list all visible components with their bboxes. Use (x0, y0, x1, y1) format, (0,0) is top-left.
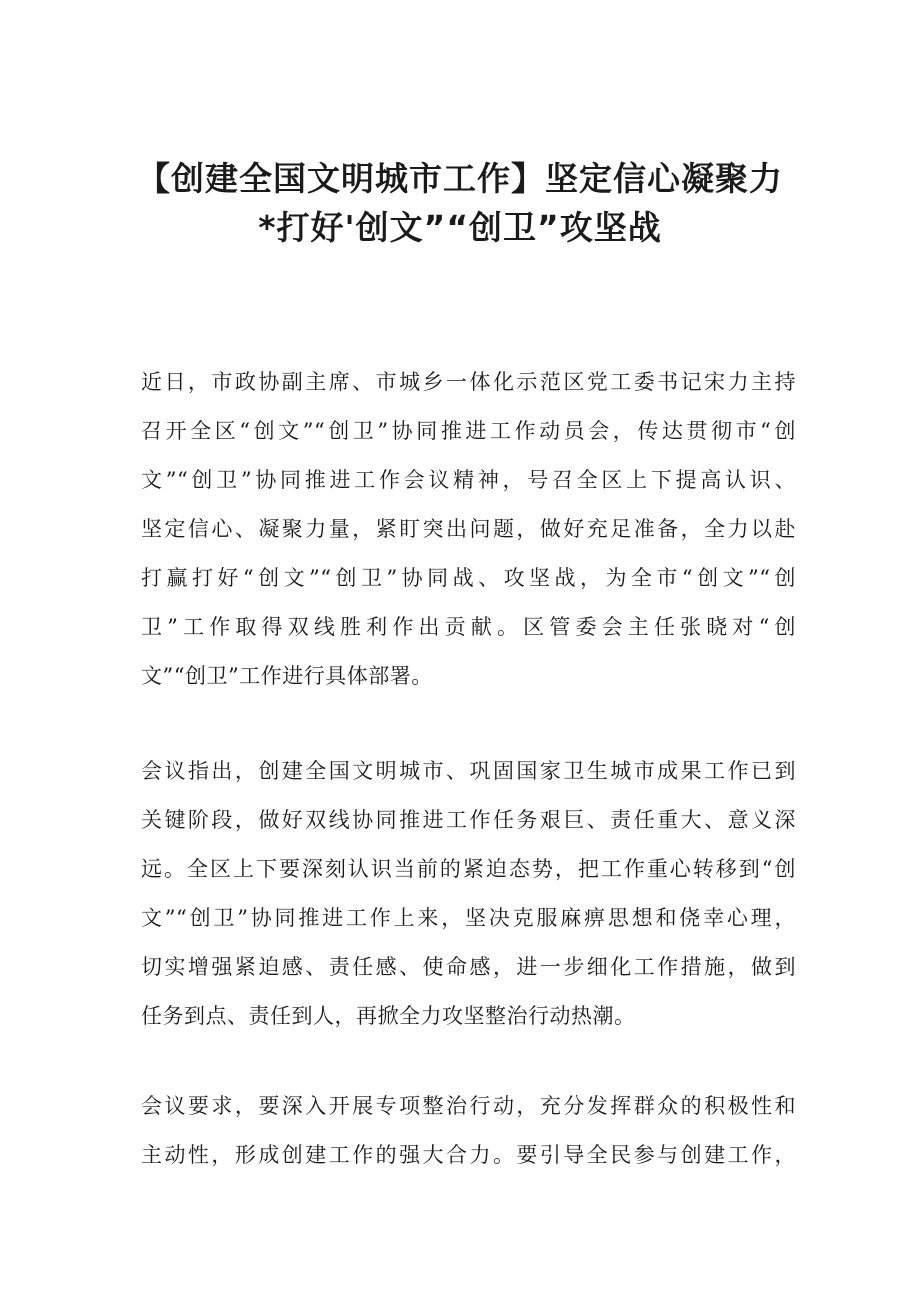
paragraph-line: 会议指出，创建全国文明城市、巩固国家卫生城市成果工作已到 (141, 759, 796, 783)
paragraph-line: 打赢打好“创文”“创卫”协同战、攻坚战，为全市“创文”“创 (141, 566, 796, 590)
title-line-1: 【创建全国文明城市工作】坚定信心凝聚力 (137, 159, 783, 198)
paragraph-line: 召开全区“创文”“创卫”协同推进工作动员会，传达贯彻市“创 (141, 419, 796, 443)
paragraph-line: 文”“创卫”协同推进工作上来，坚决克服麻痹思想和侥幸心理， (141, 906, 796, 930)
paragraph-line: 坚定信心、凝聚力量，紧盯突出问题，做好充足准备，全力以赴 (141, 517, 796, 541)
paragraph-line: 文”“创卫”工作进行具体部署。 (141, 664, 433, 688)
paragraph-line: 远。全区上下要深刻认识当前的紧迫态势，把工作重心转移到“创 (141, 857, 796, 881)
title-line-2: *打好'创文”“创卫”攻坚战 (258, 208, 662, 247)
paragraph-line: 近日，市政协副主席、市城乡一体化示范区党工委书记宋力主持 (141, 370, 796, 394)
paragraph-line: 卫”工作取得双线胜利作出贡献。区管委会主任张晓对“创 (141, 615, 796, 639)
paragraph-1 (141, 358, 796, 701)
paragraph-line: 任务到点、责任到人，再掀全力攻坚整治行动热潮。 (141, 1004, 636, 1028)
paragraph-line: 文”“创卫”协同推进工作会议精神，号召全区上下提高认识、 (141, 468, 796, 492)
paragraph-2 (141, 747, 796, 1041)
paragraph-3 (141, 1082, 796, 1180)
paragraph-line: 切实增强紧迫感、责任感、使命感，进一步细化工作措施，做到 (141, 955, 796, 979)
paragraph-line: 主动性，形成创建工作的强大合力。要引导全民参与创建工作， (141, 1143, 796, 1167)
paragraph-line: 关键阶段，做好双线协同推进工作任务艰巨、责任重大、意义深 (141, 808, 796, 832)
paragraph-line: 会议要求，要深入开展专项整治行动，充分发挥群众的积极性和 (141, 1094, 796, 1118)
